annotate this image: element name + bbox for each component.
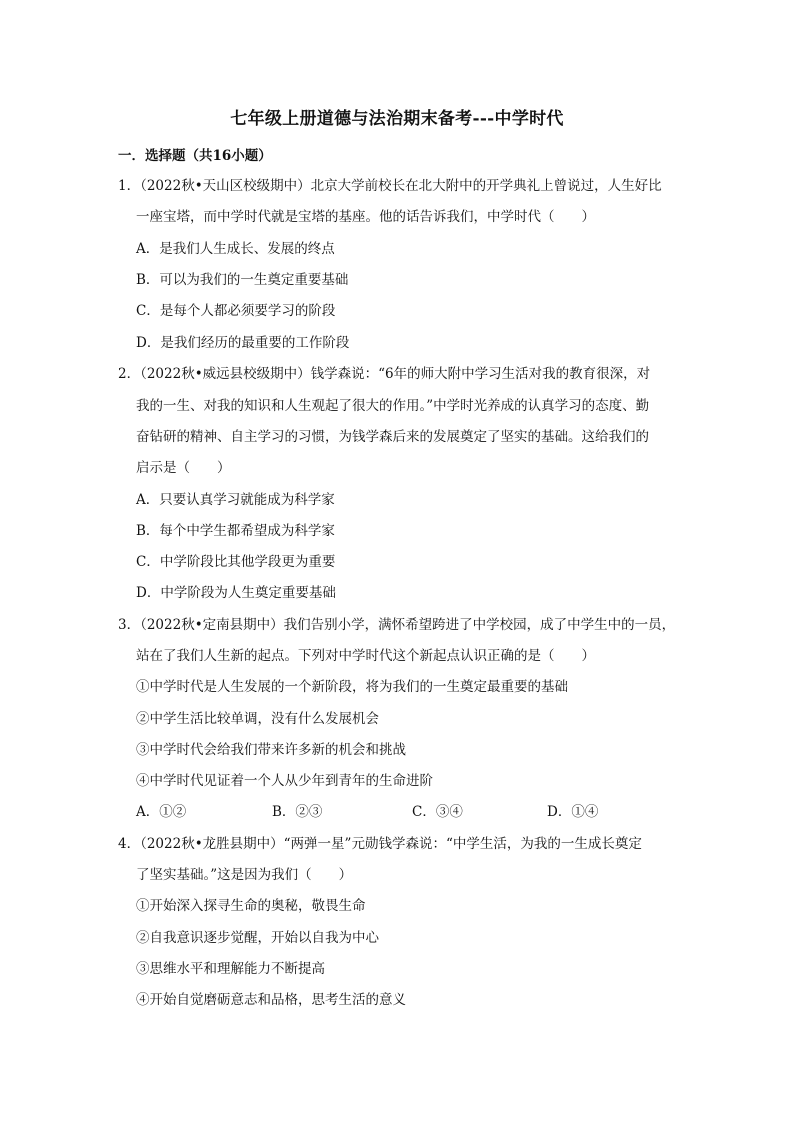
question-3-line-2: 站在了我们人生新的起点。下列对中学时代这个新起点认识正确的是（ ）	[136, 648, 595, 664]
question-2-line-3: 奋钻研的精神、自主学习的习惯，为钱学森后来的发展奠定了坚实的基础。这给我们的	[136, 429, 649, 445]
question-4-line-1: 4．（2022秋•龙胜县期中）“两弹一星”元勋钱学森说：“中学生活，为我的一生成长奠定	[118, 836, 642, 852]
question-1-line-2: 一座宝塔，而中学时代就是宝塔的基座。他的话告诉我们，中学时代（ ）	[136, 209, 595, 225]
question-3-statement-3: ③中学时代会给我们带来许多新的机会和挑战	[136, 742, 406, 758]
section-heading: 一．选择题（共16小题）	[118, 148, 272, 164]
question-3-statement-1: ①中学时代是人生发展的一个新阶段，将为我们的一生奠定最重要的基础	[136, 679, 568, 695]
question-3-line-1: 3．（2022秋•定南县期中）我们告别小学，满怀希望跨进了中学校园，成了中学生中的一员，	[118, 617, 676, 633]
document-title: 七年级上册道德与法治期末备考---中学时代	[230, 109, 564, 129]
question-2-line-4: 启示是（ ）	[136, 460, 231, 476]
question-2-line-2: 我的一生、对我的知识和人生观起了很大的作用。”中学时光养成的认真学习的态度、勤	[136, 398, 650, 414]
question-2-option-c: C．中学阶段比其他学段更为重要	[136, 554, 336, 570]
question-4-statement-2: ②自我意识逐步觉醒，开始以自我为中心	[136, 930, 379, 946]
question-3-option-d: D．①④	[547, 804, 599, 820]
question-1-line-1: 1．（2022秋•天山区校级期中）北京大学前校长在北大附中的开学典礼上曾说过，人生好比	[118, 178, 662, 194]
question-2-option-b: B．每个中学生都希望成为科学家	[136, 523, 335, 539]
question-4-statement-4: ④开始自觉磨砺意志和品格，思考生活的意义	[136, 992, 406, 1008]
question-4-line-2: 了坚实基础。”这是因为我们（ ）	[136, 867, 353, 883]
question-1-option-a: A．是我们人生成长、发展的终点	[136, 241, 335, 257]
question-3-options-row	[136, 800, 656, 822]
question-4-statement-1: ①开始深入探寻生命的奥秘，敬畏生命	[136, 898, 366, 914]
question-2-option-d: D．中学阶段为人生奠定重要基础	[136, 585, 336, 601]
question-2-option-a: A．只要认真学习就能成为科学家	[136, 492, 335, 508]
question-3-option-c: C．③④	[412, 804, 463, 820]
question-1-option-d: D．是我们经历的最重要的工作阶段	[136, 335, 350, 351]
question-1-option-c: C．是每个人都必须要学习的阶段	[136, 303, 336, 319]
question-3-statement-4: ④中学时代见证着一个人从少年到青年的生命进阶	[136, 773, 433, 789]
question-3-option-a: A．①②	[136, 804, 187, 820]
question-2-line-1: 2．（2022秋•威远县校级期中）钱学森说：“6年的师大附中学习生活对我的教育很深，对	[118, 366, 651, 382]
question-1-option-b: B．可以为我们的一生奠定重要基础	[136, 272, 349, 288]
question-3-statement-2: ②中学生活比较单调，没有什么发展机会	[136, 711, 379, 727]
question-3-option-b: B．②③	[272, 804, 323, 820]
question-4-statement-3: ③思维水平和理解能力不断提高	[136, 961, 325, 977]
